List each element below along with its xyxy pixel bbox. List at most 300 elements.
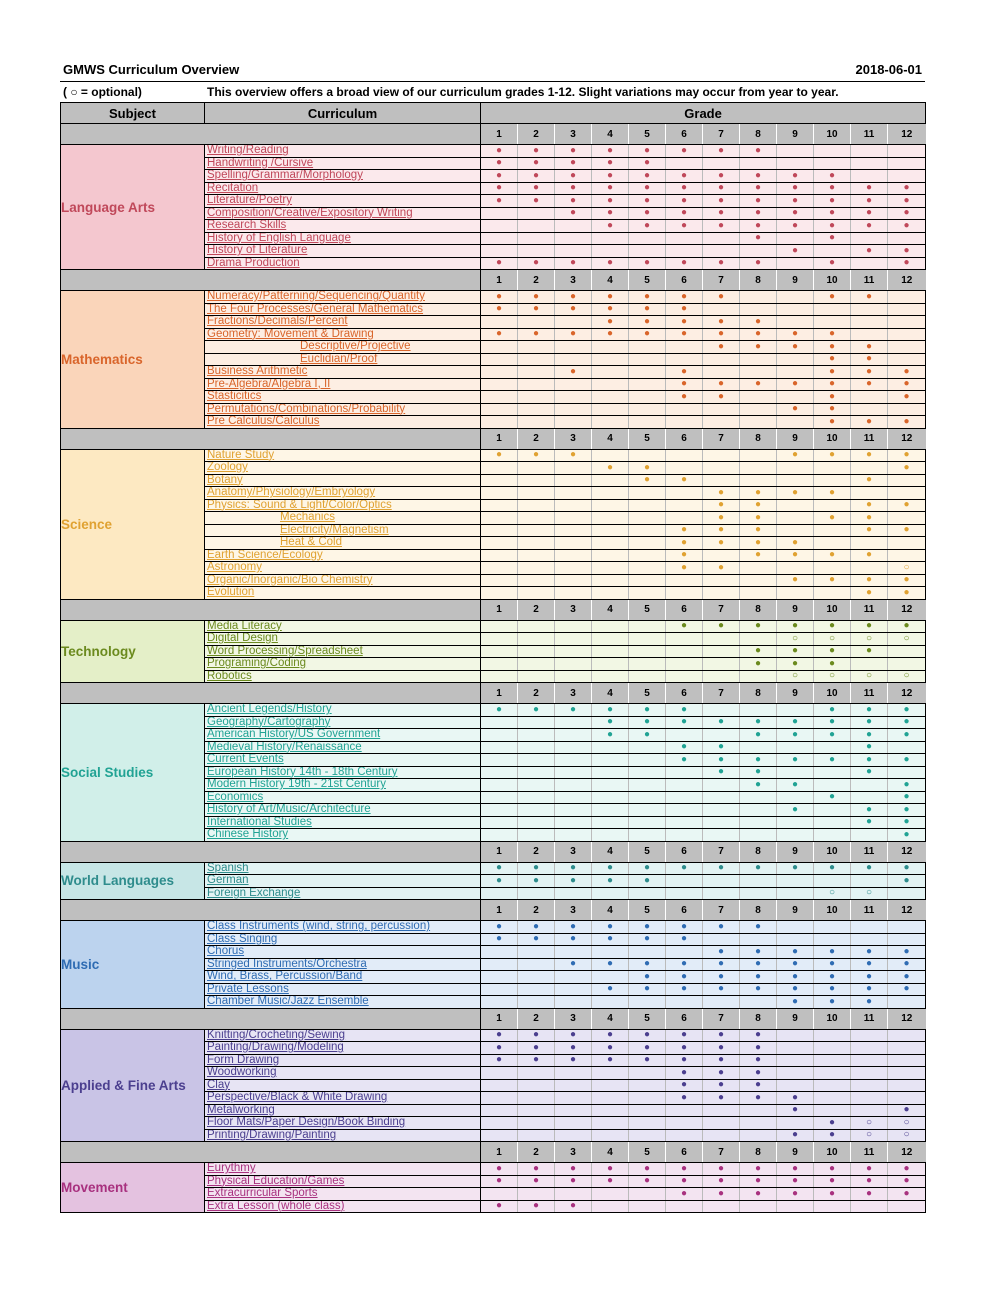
empty-grade-cell bbox=[777, 524, 814, 537]
required-dot-icon: ● bbox=[703, 946, 740, 959]
required-dot-icon: ● bbox=[703, 170, 740, 183]
empty-grade-cell bbox=[851, 232, 888, 245]
empty-grade-cell bbox=[518, 499, 555, 512]
empty-grade-cell bbox=[777, 816, 814, 829]
curriculum-item: Economics bbox=[205, 791, 481, 804]
empty-grade-cell bbox=[888, 549, 926, 562]
required-dot-icon: ● bbox=[777, 716, 814, 729]
empty-grade-cell bbox=[481, 1188, 518, 1201]
required-dot-icon: ● bbox=[777, 1175, 814, 1188]
required-dot-icon: ● bbox=[740, 257, 777, 270]
required-dot-icon: ● bbox=[814, 716, 851, 729]
curriculum-item: Painting/Drawing/Modeling bbox=[205, 1042, 481, 1055]
empty-grade-cell bbox=[518, 829, 555, 842]
required-dot-icon: ● bbox=[666, 303, 703, 316]
empty-grade-cell bbox=[629, 829, 666, 842]
grade-number: 5 bbox=[629, 428, 666, 449]
empty-grade-cell bbox=[592, 562, 629, 575]
grade-number: 6 bbox=[666, 1142, 703, 1163]
required-dot-icon: ● bbox=[851, 549, 888, 562]
required-dot-icon: ● bbox=[851, 1163, 888, 1176]
curriculum-item: Handwriting /Cursive bbox=[205, 157, 481, 170]
empty-grade-cell bbox=[555, 587, 592, 600]
empty-grade-cell bbox=[555, 1129, 592, 1142]
empty-grade-cell bbox=[555, 537, 592, 550]
empty-grade-cell bbox=[555, 487, 592, 500]
empty-grade-cell bbox=[592, 1129, 629, 1142]
empty-grade-cell bbox=[555, 378, 592, 391]
required-dot-icon: ● bbox=[703, 1029, 740, 1042]
empty-grade-cell bbox=[555, 220, 592, 233]
required-dot-icon: ● bbox=[703, 1042, 740, 1055]
empty-grade-cell bbox=[888, 316, 926, 329]
optional-circle-icon: ○ bbox=[888, 562, 926, 575]
curriculum-row bbox=[61, 449, 926, 462]
required-dot-icon: ● bbox=[777, 170, 814, 183]
empty-grade-cell bbox=[703, 1200, 740, 1213]
curriculum-item: History of Art/Music/Architecture bbox=[205, 804, 481, 817]
empty-grade-cell bbox=[740, 403, 777, 416]
empty-grade-cell bbox=[703, 658, 740, 671]
grade-number: 9 bbox=[777, 428, 814, 449]
grade-number: 10 bbox=[814, 124, 851, 145]
empty-grade-cell bbox=[740, 704, 777, 717]
grade-row-spacer bbox=[61, 124, 481, 145]
empty-grade-cell bbox=[703, 1104, 740, 1117]
curriculum-header: Curriculum bbox=[205, 103, 481, 124]
empty-grade-cell bbox=[481, 658, 518, 671]
required-dot-icon: ● bbox=[888, 195, 926, 208]
curriculum-item: Euclidian/Proof bbox=[205, 353, 481, 366]
grade-number: 9 bbox=[777, 841, 814, 862]
required-dot-icon: ● bbox=[592, 157, 629, 170]
empty-grade-cell bbox=[703, 574, 740, 587]
optional-legend: ( ○ = optional) bbox=[63, 85, 142, 99]
grade-number: 2 bbox=[518, 124, 555, 145]
empty-grade-cell bbox=[740, 804, 777, 817]
empty-grade-cell bbox=[851, 1029, 888, 1042]
empty-grade-cell bbox=[888, 291, 926, 304]
required-dot-icon: ● bbox=[481, 1029, 518, 1042]
grade-number: 12 bbox=[888, 1008, 926, 1029]
required-dot-icon: ● bbox=[666, 1163, 703, 1176]
empty-grade-cell bbox=[518, 587, 555, 600]
required-dot-icon: ● bbox=[777, 328, 814, 341]
curriculum-item: Research Skills bbox=[205, 220, 481, 233]
empty-grade-cell bbox=[814, 829, 851, 842]
empty-grade-cell bbox=[592, 512, 629, 525]
grade-number: 3 bbox=[555, 1008, 592, 1029]
empty-grade-cell bbox=[518, 416, 555, 429]
required-dot-icon: ● bbox=[777, 378, 814, 391]
required-dot-icon: ● bbox=[518, 704, 555, 717]
required-dot-icon: ● bbox=[592, 220, 629, 233]
required-dot-icon: ● bbox=[851, 341, 888, 354]
required-dot-icon: ● bbox=[703, 983, 740, 996]
empty-grade-cell bbox=[703, 157, 740, 170]
required-dot-icon: ● bbox=[888, 729, 926, 742]
required-dot-icon: ● bbox=[814, 549, 851, 562]
empty-grade-cell bbox=[851, 157, 888, 170]
required-dot-icon: ● bbox=[592, 291, 629, 304]
required-dot-icon: ● bbox=[481, 704, 518, 717]
optional-circle-icon: ○ bbox=[888, 670, 926, 683]
empty-grade-cell bbox=[481, 741, 518, 754]
grade-number: 2 bbox=[518, 683, 555, 704]
required-dot-icon: ● bbox=[777, 958, 814, 971]
empty-grade-cell bbox=[888, 887, 926, 900]
empty-grade-cell bbox=[740, 574, 777, 587]
empty-grade-cell bbox=[592, 499, 629, 512]
empty-grade-cell bbox=[592, 1188, 629, 1201]
empty-grade-cell bbox=[851, 1200, 888, 1213]
subject-cell: Language Arts bbox=[61, 145, 205, 270]
grade-number: 7 bbox=[703, 270, 740, 291]
empty-grade-cell bbox=[481, 670, 518, 683]
empty-grade-cell bbox=[481, 1092, 518, 1105]
empty-grade-cell bbox=[666, 804, 703, 817]
required-dot-icon: ● bbox=[740, 182, 777, 195]
grade-number: 1 bbox=[481, 683, 518, 704]
required-dot-icon: ● bbox=[518, 1042, 555, 1055]
empty-grade-cell bbox=[814, 303, 851, 316]
empty-grade-cell bbox=[777, 887, 814, 900]
empty-grade-cell bbox=[666, 658, 703, 671]
required-dot-icon: ● bbox=[814, 391, 851, 404]
empty-grade-cell bbox=[740, 875, 777, 888]
required-dot-icon: ● bbox=[814, 1188, 851, 1201]
curriculum-item: Spanish bbox=[205, 862, 481, 875]
empty-grade-cell bbox=[777, 499, 814, 512]
curriculum-item: History of Literature bbox=[205, 245, 481, 258]
curriculum-item: Drama Production bbox=[205, 257, 481, 270]
curriculum-item: Geometry: Movement & Drawing bbox=[205, 328, 481, 341]
required-dot-icon: ● bbox=[592, 921, 629, 934]
required-dot-icon: ● bbox=[851, 862, 888, 875]
required-dot-icon: ● bbox=[703, 562, 740, 575]
empty-grade-cell bbox=[481, 232, 518, 245]
required-dot-icon: ● bbox=[740, 1079, 777, 1092]
required-dot-icon: ● bbox=[851, 946, 888, 959]
required-dot-icon: ● bbox=[814, 257, 851, 270]
grade-number: 11 bbox=[851, 270, 888, 291]
required-dot-icon: ● bbox=[555, 933, 592, 946]
required-dot-icon: ● bbox=[814, 658, 851, 671]
empty-grade-cell bbox=[777, 1029, 814, 1042]
empty-grade-cell bbox=[481, 537, 518, 550]
optional-circle-icon: ○ bbox=[851, 1129, 888, 1142]
grade-number: 2 bbox=[518, 599, 555, 620]
empty-grade-cell bbox=[777, 1200, 814, 1213]
empty-grade-cell bbox=[740, 353, 777, 366]
required-dot-icon: ● bbox=[888, 366, 926, 379]
grade-number: 2 bbox=[518, 1142, 555, 1163]
required-dot-icon: ● bbox=[851, 353, 888, 366]
empty-grade-cell bbox=[666, 487, 703, 500]
empty-grade-cell bbox=[592, 549, 629, 562]
required-dot-icon: ● bbox=[481, 1042, 518, 1055]
empty-grade-cell bbox=[481, 220, 518, 233]
empty-grade-cell bbox=[888, 170, 926, 183]
grade-number: 9 bbox=[777, 270, 814, 291]
required-dot-icon: ● bbox=[777, 1163, 814, 1176]
curriculum-item: Botany bbox=[205, 474, 481, 487]
required-dot-icon: ● bbox=[518, 182, 555, 195]
required-dot-icon: ● bbox=[518, 862, 555, 875]
empty-grade-cell bbox=[629, 1117, 666, 1130]
required-dot-icon: ● bbox=[740, 716, 777, 729]
empty-grade-cell bbox=[666, 766, 703, 779]
empty-grade-cell bbox=[703, 875, 740, 888]
required-dot-icon: ● bbox=[703, 182, 740, 195]
empty-grade-cell bbox=[518, 729, 555, 742]
empty-grade-cell bbox=[777, 474, 814, 487]
empty-grade-cell bbox=[888, 145, 926, 158]
empty-grade-cell bbox=[629, 1067, 666, 1080]
grade-number: 6 bbox=[666, 900, 703, 921]
required-dot-icon: ● bbox=[703, 257, 740, 270]
required-dot-icon: ● bbox=[740, 1175, 777, 1188]
empty-grade-cell bbox=[629, 403, 666, 416]
curriculum-item: Ancient Legends/History bbox=[205, 704, 481, 717]
curriculum-item: Heat & Cold bbox=[205, 537, 481, 550]
empty-grade-cell bbox=[777, 303, 814, 316]
required-dot-icon: ● bbox=[666, 620, 703, 633]
required-dot-icon: ● bbox=[518, 328, 555, 341]
required-dot-icon: ● bbox=[777, 779, 814, 792]
empty-grade-cell bbox=[555, 574, 592, 587]
required-dot-icon: ● bbox=[740, 971, 777, 984]
empty-grade-cell bbox=[481, 754, 518, 767]
empty-grade-cell bbox=[666, 779, 703, 792]
curriculum-item: Stringed Instruments/Orchestra bbox=[205, 958, 481, 971]
grade-number: 6 bbox=[666, 428, 703, 449]
empty-grade-cell bbox=[888, 512, 926, 525]
grade-number: 6 bbox=[666, 683, 703, 704]
required-dot-icon: ● bbox=[814, 220, 851, 233]
required-dot-icon: ● bbox=[481, 862, 518, 875]
grade-number: 8 bbox=[740, 841, 777, 862]
required-dot-icon: ● bbox=[629, 1163, 666, 1176]
curriculum-item: Geography/Cartography bbox=[205, 716, 481, 729]
empty-grade-cell bbox=[777, 1067, 814, 1080]
required-dot-icon: ● bbox=[814, 182, 851, 195]
empty-grade-cell bbox=[666, 416, 703, 429]
grade-number: 7 bbox=[703, 599, 740, 620]
empty-grade-cell bbox=[703, 232, 740, 245]
empty-grade-cell bbox=[629, 804, 666, 817]
required-dot-icon: ● bbox=[888, 791, 926, 804]
empty-grade-cell bbox=[555, 729, 592, 742]
empty-grade-cell bbox=[888, 537, 926, 550]
required-dot-icon: ● bbox=[481, 145, 518, 158]
empty-grade-cell bbox=[851, 1104, 888, 1117]
empty-grade-cell bbox=[703, 704, 740, 717]
empty-grade-cell bbox=[629, 391, 666, 404]
grade-number: 10 bbox=[814, 428, 851, 449]
required-dot-icon: ● bbox=[481, 449, 518, 462]
required-dot-icon: ● bbox=[814, 946, 851, 959]
subject-cell: Music bbox=[61, 921, 205, 1009]
required-dot-icon: ● bbox=[666, 1079, 703, 1092]
required-dot-icon: ● bbox=[518, 157, 555, 170]
grade-number: 1 bbox=[481, 428, 518, 449]
empty-grade-cell bbox=[888, 1054, 926, 1067]
required-dot-icon: ● bbox=[703, 1092, 740, 1105]
required-dot-icon: ● bbox=[666, 170, 703, 183]
empty-grade-cell bbox=[592, 353, 629, 366]
empty-grade-cell bbox=[666, 403, 703, 416]
required-dot-icon: ● bbox=[851, 958, 888, 971]
empty-grade-cell bbox=[518, 562, 555, 575]
required-dot-icon: ● bbox=[703, 328, 740, 341]
required-dot-icon: ● bbox=[592, 316, 629, 329]
grade-number: 8 bbox=[740, 1008, 777, 1029]
empty-grade-cell bbox=[814, 875, 851, 888]
required-dot-icon: ● bbox=[629, 220, 666, 233]
empty-grade-cell bbox=[703, 996, 740, 1009]
empty-grade-cell bbox=[703, 729, 740, 742]
empty-grade-cell bbox=[666, 512, 703, 525]
empty-grade-cell bbox=[518, 645, 555, 658]
grade-number-row bbox=[61, 683, 926, 704]
required-dot-icon: ● bbox=[888, 257, 926, 270]
empty-grade-cell bbox=[481, 645, 518, 658]
required-dot-icon: ● bbox=[777, 862, 814, 875]
empty-grade-cell bbox=[740, 670, 777, 683]
required-dot-icon: ● bbox=[814, 512, 851, 525]
empty-grade-cell bbox=[592, 829, 629, 842]
empty-grade-cell bbox=[888, 1029, 926, 1042]
required-dot-icon: ● bbox=[777, 549, 814, 562]
empty-grade-cell bbox=[629, 366, 666, 379]
empty-grade-cell bbox=[888, 1092, 926, 1105]
empty-grade-cell bbox=[518, 537, 555, 550]
required-dot-icon: ● bbox=[666, 1175, 703, 1188]
optional-circle-icon: ○ bbox=[851, 633, 888, 646]
empty-grade-cell bbox=[629, 766, 666, 779]
required-dot-icon: ● bbox=[592, 1054, 629, 1067]
required-dot-icon: ● bbox=[851, 291, 888, 304]
required-dot-icon: ● bbox=[888, 946, 926, 959]
required-dot-icon: ● bbox=[851, 766, 888, 779]
grade-number: 3 bbox=[555, 841, 592, 862]
grade-number: 11 bbox=[851, 124, 888, 145]
required-dot-icon: ● bbox=[555, 170, 592, 183]
empty-grade-cell bbox=[518, 474, 555, 487]
grade-number: 1 bbox=[481, 900, 518, 921]
empty-grade-cell bbox=[740, 157, 777, 170]
empty-grade-cell bbox=[518, 983, 555, 996]
required-dot-icon: ● bbox=[851, 449, 888, 462]
required-dot-icon: ● bbox=[592, 1042, 629, 1055]
required-dot-icon: ● bbox=[740, 729, 777, 742]
required-dot-icon: ● bbox=[777, 487, 814, 500]
grade-number: 7 bbox=[703, 1008, 740, 1029]
empty-grade-cell bbox=[629, 587, 666, 600]
required-dot-icon: ● bbox=[592, 704, 629, 717]
empty-grade-cell bbox=[555, 1067, 592, 1080]
required-dot-icon: ● bbox=[740, 1163, 777, 1176]
document-date: 2018-06-01 bbox=[855, 62, 922, 77]
required-dot-icon: ● bbox=[703, 921, 740, 934]
required-dot-icon: ● bbox=[666, 316, 703, 329]
subject-cell: Technology bbox=[61, 620, 205, 683]
empty-grade-cell bbox=[814, 779, 851, 792]
required-dot-icon: ● bbox=[740, 220, 777, 233]
empty-grade-cell bbox=[888, 996, 926, 1009]
grade-number: 12 bbox=[888, 124, 926, 145]
empty-grade-cell bbox=[555, 658, 592, 671]
empty-grade-cell bbox=[851, 1054, 888, 1067]
grade-number-row bbox=[61, 1142, 926, 1163]
empty-grade-cell bbox=[518, 887, 555, 900]
required-dot-icon: ● bbox=[814, 620, 851, 633]
header-row bbox=[61, 103, 926, 124]
grade-number: 7 bbox=[703, 428, 740, 449]
grade-row-spacer bbox=[61, 841, 481, 862]
empty-grade-cell bbox=[703, 779, 740, 792]
required-dot-icon: ● bbox=[481, 875, 518, 888]
required-dot-icon: ● bbox=[592, 933, 629, 946]
grade-number: 2 bbox=[518, 1008, 555, 1029]
grade-number: 4 bbox=[592, 900, 629, 921]
required-dot-icon: ● bbox=[629, 1175, 666, 1188]
required-dot-icon: ● bbox=[814, 403, 851, 416]
empty-grade-cell bbox=[777, 291, 814, 304]
grade-row-spacer bbox=[61, 270, 481, 291]
empty-grade-cell bbox=[740, 1104, 777, 1117]
required-dot-icon: ● bbox=[740, 524, 777, 537]
empty-grade-cell bbox=[703, 462, 740, 475]
empty-grade-cell bbox=[592, 449, 629, 462]
grade-number: 2 bbox=[518, 841, 555, 862]
required-dot-icon: ● bbox=[740, 232, 777, 245]
empty-grade-cell bbox=[592, 620, 629, 633]
required-dot-icon: ● bbox=[740, 378, 777, 391]
empty-grade-cell bbox=[481, 524, 518, 537]
curriculum-item: Foreign Exchange bbox=[205, 887, 481, 900]
empty-grade-cell bbox=[703, 353, 740, 366]
required-dot-icon: ● bbox=[777, 245, 814, 258]
required-dot-icon: ● bbox=[703, 1163, 740, 1176]
empty-grade-cell bbox=[518, 1104, 555, 1117]
grade-number: 5 bbox=[629, 270, 666, 291]
empty-grade-cell bbox=[666, 1129, 703, 1142]
empty-grade-cell bbox=[666, 887, 703, 900]
required-dot-icon: ● bbox=[481, 170, 518, 183]
empty-grade-cell bbox=[555, 804, 592, 817]
curriculum-item: Class Instruments (wind, string, percussion) bbox=[205, 921, 481, 934]
empty-grade-cell bbox=[555, 1079, 592, 1092]
required-dot-icon: ● bbox=[629, 862, 666, 875]
grade-number-row bbox=[61, 428, 926, 449]
required-dot-icon: ● bbox=[814, 170, 851, 183]
empty-grade-cell bbox=[555, 391, 592, 404]
required-dot-icon: ● bbox=[555, 1175, 592, 1188]
required-dot-icon: ● bbox=[740, 499, 777, 512]
empty-grade-cell bbox=[851, 303, 888, 316]
required-dot-icon: ● bbox=[592, 1029, 629, 1042]
required-dot-icon: ● bbox=[851, 754, 888, 767]
grade-number: 11 bbox=[851, 900, 888, 921]
required-dot-icon: ● bbox=[740, 207, 777, 220]
empty-grade-cell bbox=[518, 366, 555, 379]
empty-grade-cell bbox=[518, 804, 555, 817]
required-dot-icon: ● bbox=[703, 220, 740, 233]
grade-number: 10 bbox=[814, 1008, 851, 1029]
empty-grade-cell bbox=[481, 378, 518, 391]
